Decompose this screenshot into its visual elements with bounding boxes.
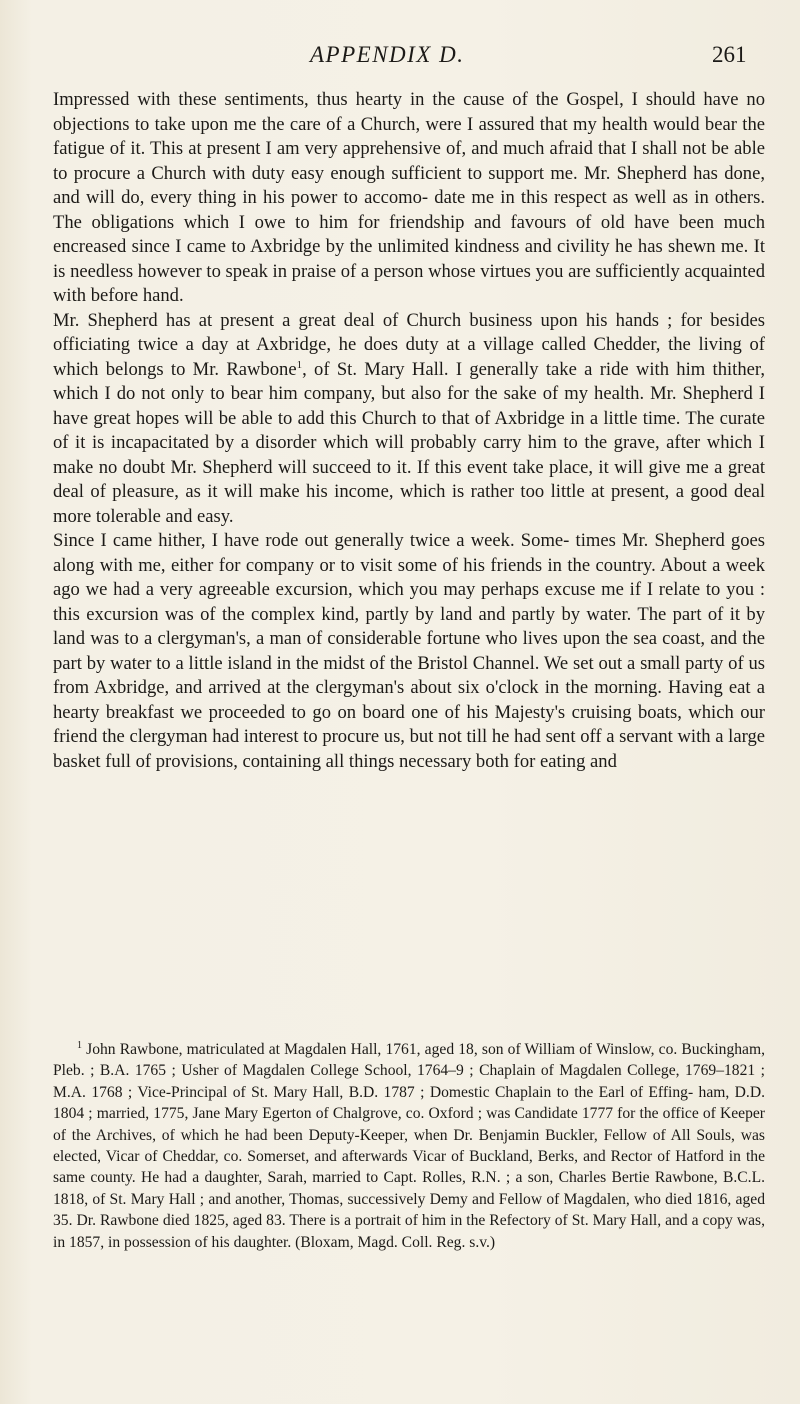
footnote-reference: 1 bbox=[296, 358, 303, 371]
footnote bbox=[53, 1039, 765, 1253]
paragraph bbox=[53, 309, 765, 530]
running-title: APPENDIX D. bbox=[310, 42, 465, 67]
footnote-text: John Rawbone, matriculated at Magdalen Hall, 1761, aged 18, son of William of Winslow, co. Buckingham, Pleb. ; B.A. 1765 ; Usher of Magdalen College School, 1764–9 ; Chaplain of Magdalen College, 1769–1821 ; M.A. 1768 ; Vice-Principal of St. Mary Hall, B.D. 1787 ; Domestic Chaplain to the Earl of Effing- ham, D.D. 1804 ; married, 1775, Jane Mary Egerton of Chalgrove, co. Oxford ; was Candidate 1777 for the office of Keeper of the Archives, of which he had been Deputy-Keeper, when Dr. Benjamin Buckler, Fellow of All Souls, was elected, Vicar of Cheddar, co. Somerset, and afterwards Vicar of Buckland, Berks, and Rector of Hatford in the same county. He had a daughter, Sarah, married to Capt. Rolles, R.N. ; a son, Charles Bertie Rawbone, B.C.L. 1818, of St. Mary Hall ; and another, Thomas, successively Demy and Fellow of Magdalen, who died 1816, aged 35. Dr. Rawbone died 1825, aged 83. There is a portrait of him in the Refectory of St. Mary Hall, and a copy was, in 1857, in possession of his daughter. (Bloxam, Magd. Coll. Reg. s.v.) bbox=[53, 1041, 765, 1251]
footnote-paragraph bbox=[53, 1039, 765, 1253]
page-number: 261 bbox=[712, 42, 747, 67]
footnote-marker: 1 bbox=[77, 1039, 82, 1051]
paragraph-text: Mr. Shepherd has at present a great deal of Church business upon his hands ; for besides officiating twice a day at Axbridge, he does duty at a village called Chedder, the living of which belongs to Mr. Rawbone bbox=[53, 309, 765, 380]
paragraph: Impressed with these sentiments, thus hearty in the cause of the Gospel, I should have no objections to take upon me the care of a Church, were I assured that my health would bear the fatigue of it. This at present I am very apprehensive of, and much afraid that I shall not be able to procure a Church with duty easy enough sufficient to support me. Mr. Shepherd has done, and will do, every thing in his power to accomo- date me in this respect as well as in others. The obligations which I owe to him for friendship and favours of old have been much encreased since I came to Axbridge by the unlimited kindness and civility he has shewn me. It is needless however to speak in praise of a person whose virtues you are sufficiently acquainted with before hand. bbox=[53, 89, 765, 306]
running-head bbox=[0, 42, 800, 72]
body-text bbox=[53, 88, 765, 774]
paragraph: Since I came hither, I have rode out generally twice a week. Some- times Mr. Shepherd goes along with me, either for company or to visit some of his friends in the country. About a week ago we had a very agreeable excursion, which you may perhaps excuse me if I relate to you : this excursion was of the complex kind, partly by land and partly by water. The part of it by land was to a clergyman's, a man of considerable fortune who lives upon the sea coast, and the part by water to a little island in the midst of the Bristol Channel. We set out a small party of us from Axbridge, and arrived at the clergyman's about six o'clock in the morning. Having eat a hearty breakfast we proceeded to go on board one of his Majesty's cruising boats, which our friend the clergyman had interest to procure us, but not till he had sent off a servant with a large basket full of provisions, containing all things necessary both for eating and bbox=[53, 530, 765, 772]
paragraph-text: , of St. Mary Hall. I generally take a ride with him thither, which I do not only to bear him company, but also for the sake of my health. Mr. Shepherd I have great hopes will be able to add this Church to that of Axbridge in a little time. The curate of it is incapacitated by a disorder which will probably carry him to the grave, after which I make no doubt Mr. Shepherd will succeed to it. If this event take place, it will give me a great deal of pleasure, as it will make his income, which is rather too little at present, a good deal more tolerable and easy. bbox=[53, 358, 765, 527]
